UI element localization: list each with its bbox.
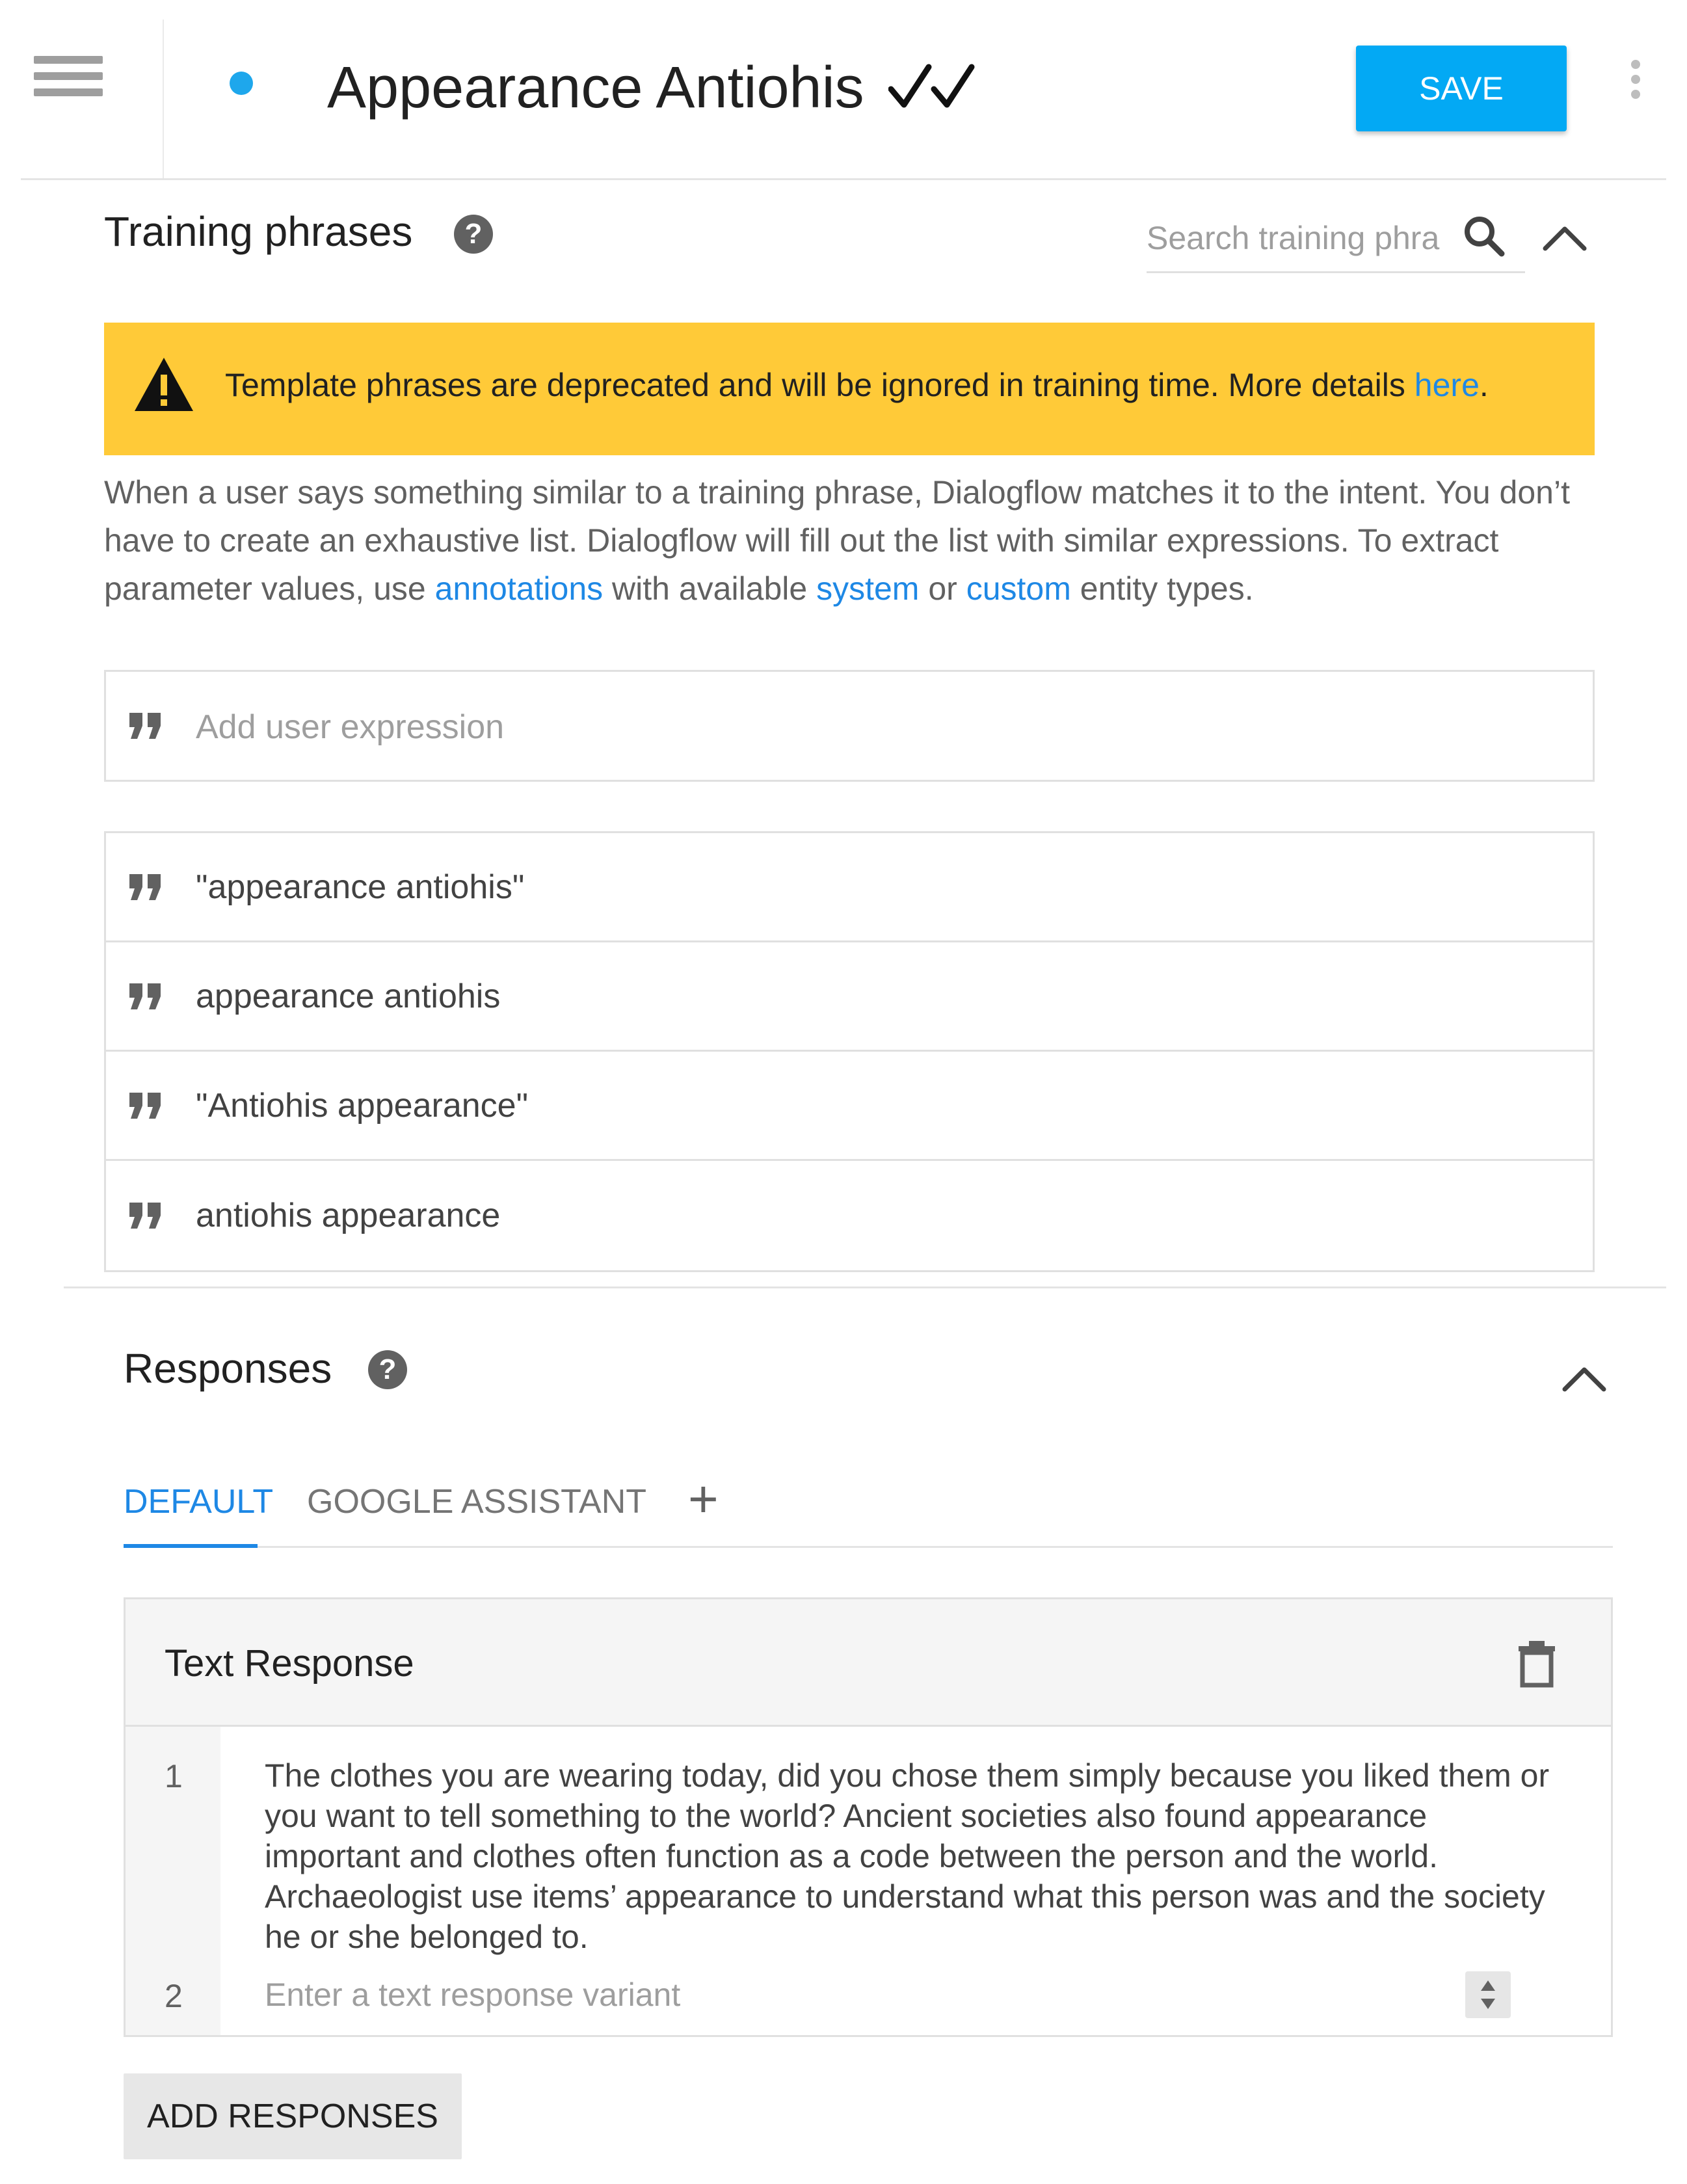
responses-collapse-chevron-icon[interactable]	[1561, 1362, 1608, 1394]
training-phrase-text: "appearance antiohis"	[196, 868, 525, 906]
training-phrase-text: appearance antiohis	[196, 977, 501, 1015]
status-dot-icon	[230, 72, 253, 95]
double-check-icon	[888, 63, 977, 113]
resize-stepper-icon[interactable]	[1465, 1971, 1511, 2018]
training-phrase-text: antiohis appearance	[196, 1197, 501, 1234]
intent-header	[0, 0, 1687, 180]
training-search-input[interactable]	[1147, 212, 1452, 264]
system-link[interactable]: system	[816, 570, 920, 607]
training-phrases-title: Training phrases	[104, 208, 413, 255]
description-text: or	[919, 570, 966, 607]
training-description	[104, 468, 1600, 613]
text-response-header	[126, 1599, 1611, 1727]
intent-title-text: Appearance Antiohis	[327, 55, 864, 120]
text-response-title: Text Response	[165, 1642, 414, 1685]
menu-icon[interactable]	[34, 56, 103, 101]
text-response-card	[124, 1597, 1613, 2037]
annotations-link[interactable]: annotations	[434, 570, 604, 607]
training-collapse-chevron-icon[interactable]	[1541, 221, 1588, 254]
save-button[interactable]: SAVE	[1356, 46, 1567, 131]
responses-title: Responses	[124, 1345, 332, 1392]
training-phrase-row[interactable]	[106, 942, 1593, 1052]
warning-details-link[interactable]: here	[1414, 367, 1480, 403]
intent-title[interactable]	[327, 52, 977, 124]
training-phrase-list	[104, 831, 1595, 1272]
text-response-variant[interactable]: The clothes you are wearing today, did you chose them simply because you liked them or you want to tell something to the world? Ancient societies also found appearance important and clothes often function as a code between the person and the world. Archaeologist use items’ appearance to understand what this person was and the society he or she belonged to.	[265, 1757, 1550, 1955]
header-divider	[163, 20, 164, 180]
quote-icon	[128, 1091, 163, 1120]
training-help-icon[interactable]: ?	[454, 215, 493, 254]
search-icon[interactable]	[1461, 213, 1507, 259]
text-response-variant-input[interactable]	[265, 1969, 1435, 2021]
quote-icon	[128, 1201, 163, 1230]
deprecation-warning	[104, 323, 1595, 455]
add-user-expression	[104, 670, 1595, 782]
training-phrase-row[interactable]	[106, 833, 1593, 942]
training-search	[1147, 206, 1525, 273]
add-user-expression-input[interactable]	[196, 698, 1561, 756]
description-text: When a user says something similar to a training phrase, Dialogflow matches it to the intent. You don’t have to create an exhaustive list. Dialogflow will fill out the list with similar expressions. To extract parameter values, use	[104, 474, 1570, 607]
quote-icon	[128, 873, 163, 901]
warning-icon	[133, 355, 195, 414]
responses-help-icon[interactable]: ?	[368, 1350, 407, 1389]
add-responses-button[interactable]: ADD RESPONSES	[124, 2073, 462, 2159]
training-phrase-row[interactable]	[106, 1161, 1593, 1270]
warning-text	[225, 366, 1489, 405]
warning-message: Template phrases are deprecated and will be ignored in training time. More details	[225, 367, 1415, 403]
line-number: 1	[165, 1758, 183, 1794]
tab-default[interactable]: DEFAULT	[124, 1483, 274, 1521]
tab-google-assistant[interactable]: GOOGLE ASSISTANT	[307, 1483, 647, 1521]
line-number: 2	[165, 1978, 183, 2014]
quote-icon	[128, 982, 163, 1011]
header-separator	[21, 178, 1666, 180]
add-tab-icon[interactable]: +	[688, 1470, 719, 1528]
section-separator	[64, 1286, 1666, 1288]
custom-link[interactable]: custom	[966, 570, 1071, 607]
description-text: entity types.	[1070, 570, 1254, 607]
quote-icon	[128, 712, 163, 740]
active-tab-indicator	[124, 1544, 258, 1548]
warning-suffix: .	[1479, 367, 1489, 403]
delete-icon[interactable]	[1516, 1638, 1558, 1688]
response-tabs	[124, 1463, 1613, 1548]
description-text: with available	[603, 570, 817, 607]
more-vert-icon[interactable]	[1626, 60, 1645, 105]
training-phrase-row[interactable]	[106, 1052, 1593, 1161]
training-phrase-text: "Antiohis appearance"	[196, 1086, 529, 1125]
